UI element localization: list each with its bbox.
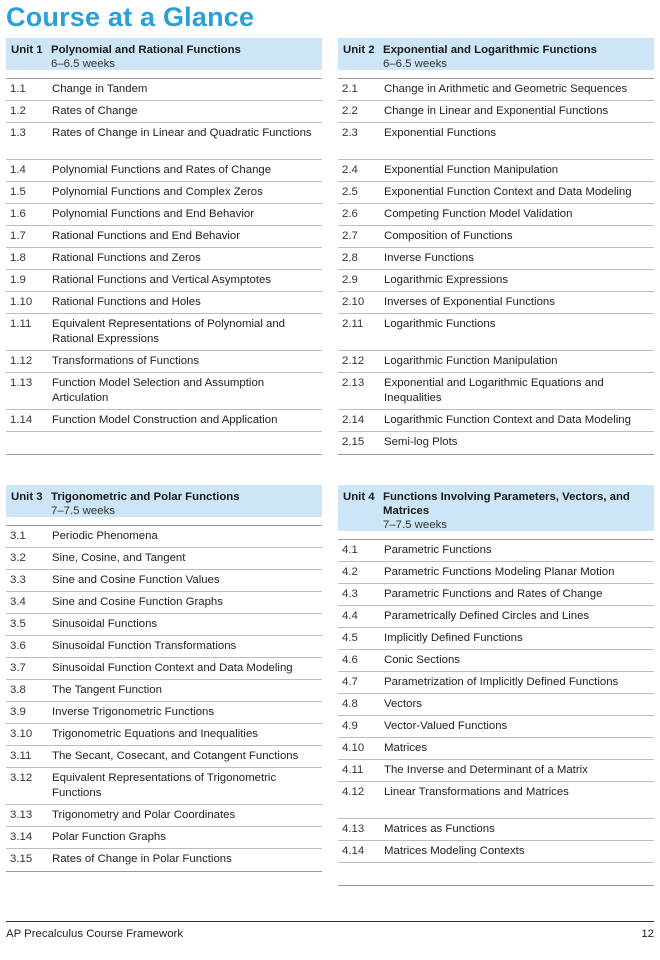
topic-number: 4.6 [342, 654, 358, 666]
topic-row [6, 182, 322, 204]
topic-name: Sinusoidal Functions [52, 618, 158, 630]
topic-number: 4.4 [342, 610, 358, 622]
topic-name: Sinusoidal Function Transformations [52, 640, 237, 652]
topic-row [338, 841, 654, 863]
topic-name: Logarithmic Function Context and Data Modeling [384, 414, 631, 426]
topic-number: 3.7 [10, 662, 26, 674]
topic-name: Matrices [384, 742, 428, 754]
topic-row [338, 540, 654, 562]
unit-2-table [338, 38, 654, 455]
topic-name: The Secant, Cosecant, and Cotangent Functions [52, 750, 299, 762]
topic-row [6, 79, 322, 101]
topic-name: The Inverse and Determinant of a Matrix [384, 764, 588, 776]
topic-number: 1.1 [10, 83, 26, 95]
topic-number: 3.8 [10, 684, 26, 696]
topic-number: 2.6 [342, 208, 358, 220]
topic-row [338, 562, 654, 584]
topic-list [6, 79, 322, 455]
unit-title: Polynomial and Rational Functions [51, 44, 241, 56]
topic-number: 3.2 [10, 552, 26, 564]
topic-row [338, 863, 654, 885]
topic-number: 4.14 [342, 845, 365, 857]
topic-row [338, 760, 654, 782]
topic-name: Equivalent Representations of Trigonometric Functions [52, 772, 277, 799]
topic-number [342, 866, 384, 883]
topic-row [6, 768, 322, 805]
topic-row [338, 314, 654, 351]
topic-row [6, 292, 322, 314]
topic-row [338, 226, 654, 248]
topic-row [338, 182, 654, 204]
unit-4-table [338, 485, 654, 886]
topic-row [338, 204, 654, 226]
topic-number: 2.4 [342, 164, 358, 176]
topic-name: Inverse Trigonometric Functions [52, 706, 215, 718]
page-number: 12 [641, 928, 654, 940]
topic-name: Parametrically Defined Circles and Lines [384, 610, 590, 622]
topic-number: 1.13 [10, 377, 33, 389]
unit-duration: 6–6.5 weeks [51, 58, 115, 70]
topic-number: 4.12 [342, 786, 365, 798]
topic-number: 2.7 [342, 230, 358, 242]
topic-name: Exponential Functions [384, 127, 497, 139]
topic-row [338, 123, 654, 160]
topic-number: 2.11 [342, 318, 364, 330]
topic-name: Change in Linear and Exponential Functions [384, 105, 609, 117]
topic-name: Vectors [384, 698, 422, 710]
topic-row [6, 746, 322, 768]
topic-row [6, 680, 322, 702]
header-spacer [6, 70, 322, 79]
unit-label: Unit 3 [11, 491, 43, 503]
topic-row [6, 724, 322, 746]
topic-name: Parametric Functions Modeling Planar Motion [384, 566, 615, 578]
unit-title-block [51, 43, 241, 70]
topic-name: Function Model Selection and Assumption Articulation [52, 377, 265, 404]
unit-label: Unit 1 [11, 44, 43, 56]
topic-number: 2.2 [342, 105, 358, 117]
units-grid [6, 38, 654, 886]
topic-name: Polar Function Graphs [52, 831, 166, 843]
unit-title-block [383, 490, 648, 531]
topic-row [6, 351, 322, 373]
topic-row [338, 351, 654, 373]
unit-header [338, 485, 654, 531]
topic-name: Trigonometry and Polar Coordinates [52, 809, 236, 821]
topic-row [338, 738, 654, 760]
topic-name: Semi-log Plots [384, 436, 458, 448]
topic-number: 2.15 [342, 436, 365, 448]
topic-row [6, 658, 322, 680]
unit-1-table [6, 38, 322, 455]
topic-number: 2.1 [342, 83, 358, 95]
topic-row [338, 672, 654, 694]
topic-name: Linear Transformations and Matrices [384, 786, 569, 798]
topic-name: Exponential and Logarithmic Equations and Inequalities [384, 377, 604, 404]
topic-number: 1.9 [10, 274, 26, 286]
topic-name: Function Model Construction and Application [52, 414, 278, 426]
topic-number: 2.10 [342, 296, 365, 308]
topic-row [6, 592, 322, 614]
page-title: Course at a Glance [6, 2, 255, 32]
topic-name: Rational Functions and Zeros [52, 252, 201, 264]
topic-row [338, 432, 654, 454]
topic-name: Matrices Modeling Contexts [384, 845, 525, 857]
topic-row [338, 584, 654, 606]
topic-number: 4.13 [342, 823, 365, 835]
topic-name: Rates of Change in Polar Functions [52, 853, 232, 865]
topic-row [6, 827, 322, 849]
topic-name: Conic Sections [384, 654, 460, 666]
topic-number: 2.5 [342, 186, 358, 198]
topic-row [338, 101, 654, 123]
topic-number: 4.1 [342, 544, 358, 556]
topic-row [6, 548, 322, 570]
footer-title: AP Precalculus Course Framework [6, 928, 184, 940]
topic-row [6, 432, 322, 454]
topic-number: 3.4 [10, 596, 26, 608]
topic-row [338, 628, 654, 650]
topic-name: Periodic Phenomena [52, 530, 158, 542]
topic-number: 3.9 [10, 706, 26, 718]
topic-number: 1.8 [10, 252, 26, 264]
topic-name: Rational Functions and Vertical Asymptotes [52, 274, 272, 286]
unit-header [6, 485, 322, 517]
topic-name: Rates of Change [52, 105, 138, 117]
topic-row [6, 314, 322, 351]
topic-name: Parametrization of Implicitly Defined Functions [384, 676, 619, 688]
topic-name: The Tangent Function [52, 684, 162, 696]
topic-number: 3.11 [10, 750, 32, 762]
topic-name: Rates of Change in Linear and Quadratic Functions [52, 127, 312, 139]
topic-row [338, 160, 654, 182]
topic-name: Sinusoidal Function Context and Data Modeling [52, 662, 293, 674]
unit-3-table [6, 485, 322, 886]
topic-name: Logarithmic Expressions [384, 274, 509, 286]
topic-row [338, 270, 654, 292]
topic-number: 2.8 [342, 252, 358, 264]
topic-number: 1.11 [10, 318, 32, 330]
topic-name: Exponential Function Manipulation [384, 164, 559, 176]
topic-number: 1.14 [10, 414, 33, 426]
topic-row [338, 650, 654, 672]
topic-number: 1.4 [10, 164, 26, 176]
topic-number: 1.12 [10, 355, 33, 367]
header-spacer [6, 517, 322, 526]
topic-row [6, 570, 322, 592]
topic-row [338, 782, 654, 819]
topic-name: Polynomial Functions and End Behavior [52, 208, 254, 220]
topic-name: Sine and Cosine Function Values [52, 574, 220, 586]
topic-name: Composition of Functions [384, 230, 513, 242]
unit-duration: 7–7.5 weeks [51, 505, 115, 517]
topic-row [6, 849, 322, 871]
unit-title: Functions Involving Parameters, Vectors, and Matrices [383, 491, 630, 517]
topic-name: Parametric Functions and Rates of Change [384, 588, 603, 600]
topic-row [338, 79, 654, 101]
topic-number: 4.7 [342, 676, 358, 688]
topic-name: Trigonometric Equations and Inequalities [52, 728, 258, 740]
topic-name: Implicitly Defined Functions [384, 632, 523, 644]
topic-number: 2.14 [342, 414, 365, 426]
topic-number: 1.7 [10, 230, 26, 242]
topic-number: 3.1 [10, 530, 26, 542]
unit-title-block [383, 43, 597, 70]
topic-number: 4.10 [342, 742, 365, 754]
unit-header [338, 38, 654, 70]
topic-number: 3.10 [10, 728, 33, 740]
topic-name: Exponential Function Context and Data Modeling [384, 186, 632, 198]
unit-title: Exponential and Logarithmic Functions [383, 44, 597, 56]
topic-row [6, 226, 322, 248]
topic-row [338, 248, 654, 270]
unit-duration: 7–7.5 weeks [383, 519, 447, 531]
topic-number: 1.3 [10, 127, 26, 139]
topic-number: 2.9 [342, 274, 358, 286]
topic-number: 1.6 [10, 208, 26, 220]
topic-number: 2.3 [342, 127, 358, 139]
unit-title: Trigonometric and Polar Functions [51, 491, 240, 503]
topic-name: Equivalent Representations of Polynomial and Rational Expressions [52, 318, 286, 345]
topic-name: Sine and Cosine Function Graphs [52, 596, 223, 608]
topic-row [6, 204, 322, 226]
topic-row [6, 373, 322, 410]
topic-row [6, 526, 322, 548]
topic-name: Change in Tandem [52, 83, 148, 95]
topic-row [6, 702, 322, 724]
header-spacer [338, 70, 654, 79]
unit-header [6, 38, 322, 70]
topic-number: 3.6 [10, 640, 26, 652]
topic-number: 2.13 [342, 377, 365, 389]
topic-row [6, 636, 322, 658]
topic-row [6, 123, 322, 160]
topic-name: Rational Functions and Holes [52, 296, 201, 308]
topic-row [338, 373, 654, 410]
topic-name: Rational Functions and End Behavior [52, 230, 241, 242]
topic-number: 3.14 [10, 831, 33, 843]
topic-row [338, 819, 654, 841]
topic-name: Parametric Functions [384, 544, 492, 556]
topic-number: 1.5 [10, 186, 26, 198]
topic-row [338, 410, 654, 432]
topic-row [338, 292, 654, 314]
topic-row [6, 101, 322, 123]
topic-number: 4.11 [342, 764, 364, 776]
topic-name: Vector-Valued Functions [384, 720, 508, 732]
topic-name: Polynomial Functions and Complex Zeros [52, 186, 263, 198]
topic-row [6, 614, 322, 636]
unit-label: Unit 4 [343, 491, 375, 503]
topic-name: Matrices as Functions [384, 823, 495, 835]
topic-number: 2.12 [342, 355, 365, 367]
topic-name: Inverse Functions [384, 252, 474, 264]
topic-name: Polynomial Functions and Rates of Change [52, 164, 272, 176]
topic-number: 4.2 [342, 566, 358, 578]
topic-name: Inverses of Exponential Functions [384, 296, 555, 308]
topic-number: 4.8 [342, 698, 358, 710]
topic-name: Transformations of Functions [52, 355, 200, 367]
topic-number [10, 435, 52, 452]
topic-row [6, 160, 322, 182]
footer-divider [6, 921, 654, 922]
topic-name: Competing Function Model Validation [384, 208, 573, 220]
topic-row [338, 716, 654, 738]
topic-row [6, 270, 322, 292]
topic-name: Logarithmic Functions [384, 318, 496, 330]
topic-number: 4.9 [342, 720, 358, 732]
topic-row [6, 248, 322, 270]
topic-row [338, 606, 654, 628]
header-spacer [338, 531, 654, 540]
topic-number: 3.5 [10, 618, 26, 630]
topic-number: 3.15 [10, 853, 33, 865]
topic-number: 4.5 [342, 632, 358, 644]
topic-number: 1.10 [10, 296, 33, 308]
unit-label: Unit 2 [343, 44, 375, 56]
topic-number: 1.2 [10, 105, 26, 117]
unit-title-block [51, 490, 240, 517]
topic-row [6, 805, 322, 827]
topic-number: 3.3 [10, 574, 26, 586]
topic-number: 4.3 [342, 588, 358, 600]
topic-list [6, 526, 322, 872]
topic-row [6, 410, 322, 432]
topic-name: Logarithmic Function Manipulation [384, 355, 558, 367]
topic-list [338, 79, 654, 455]
topic-list [338, 540, 654, 886]
topic-name: Change in Arithmetic and Geometric Sequences [384, 83, 628, 95]
unit-duration: 6–6.5 weeks [383, 58, 447, 70]
topic-name: Sine, Cosine, and Tangent [52, 552, 186, 564]
topic-row [338, 694, 654, 716]
topic-number: 3.13 [10, 809, 33, 821]
topic-number: 3.12 [10, 772, 33, 784]
